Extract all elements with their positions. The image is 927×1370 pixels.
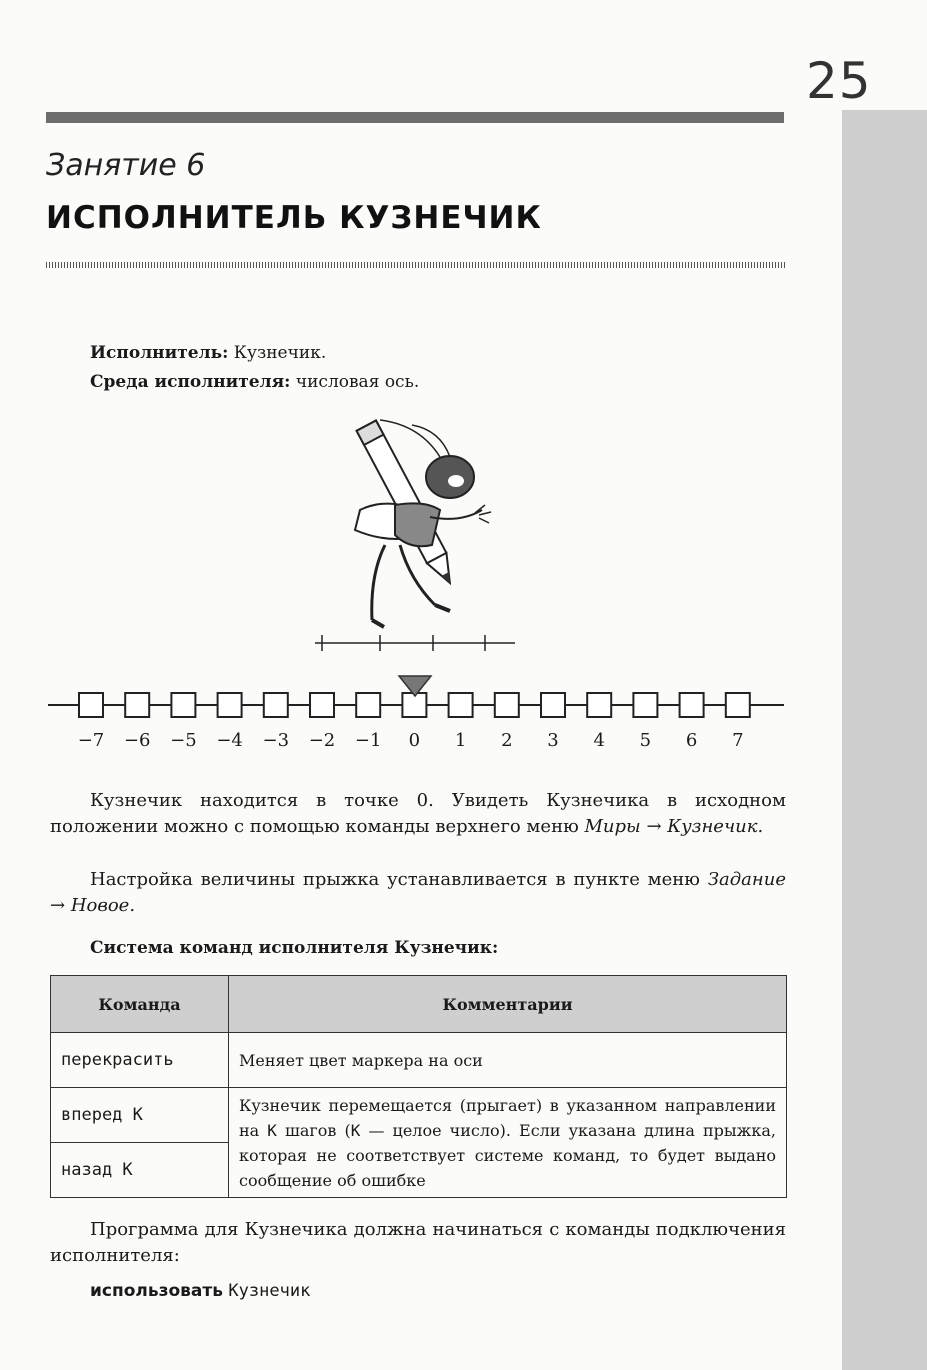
page-title: ИСПОЛНИТЕЛЬ КУЗНЕЧИК <box>46 200 542 236</box>
comment-cell <box>229 1088 787 1198</box>
param-k: К <box>267 1120 277 1140</box>
menu-arrow: → <box>50 895 66 916</box>
menu-worlds: Миры <box>584 816 641 837</box>
header-command: Команда <box>51 976 229 1033</box>
menu-arrow: → <box>646 816 662 837</box>
number-cell <box>310 693 334 717</box>
number-label: −6 <box>123 730 151 751</box>
command-cell: перекрасить <box>51 1033 229 1088</box>
number-cell <box>587 693 611 717</box>
header-comment: Комментарии <box>229 976 787 1033</box>
number-label: −1 <box>354 730 382 751</box>
code-line <box>90 1281 310 1301</box>
number-cell <box>264 693 288 717</box>
executor-label: Исполнитель: <box>90 343 229 363</box>
number-cell <box>218 693 242 717</box>
number-cell <box>356 693 380 717</box>
keyword-use: использовать <box>90 1281 224 1301</box>
comment-text: шагов ( <box>276 1120 351 1140</box>
number-label: 7 <box>732 730 744 751</box>
number-label: −5 <box>170 730 197 751</box>
executor-name: Кузнечик <box>228 1281 311 1301</box>
environment-line <box>90 372 419 392</box>
comment-text: — целое число). Если указана длина прыжка, которая не соответствует системе команд, то будет выдано сообщение об ошибке <box>239 1120 776 1190</box>
paragraph-jump-setting <box>50 867 786 919</box>
number-label: −7 <box>77 730 105 751</box>
number-label: 6 <box>685 730 698 751</box>
table-row <box>51 1033 787 1088</box>
number-label: 3 <box>547 730 559 751</box>
number-line <box>40 672 800 762</box>
param-k: К <box>350 1120 361 1140</box>
environment-label: Среда исполнителя: <box>90 372 291 392</box>
number-label: −2 <box>308 730 336 751</box>
executor-line <box>90 343 326 363</box>
commands-table <box>50 975 787 1198</box>
para2-text: Настройка величины прыжка устанавливается в пункте меню <box>90 869 700 890</box>
menu-task: Задание <box>707 869 786 890</box>
command-cell: назад К <box>51 1143 229 1198</box>
number-label: 0 <box>408 730 421 751</box>
paragraph-program-start <box>50 1217 786 1269</box>
table-header-row <box>51 976 787 1033</box>
executor-value: Кузнечик. <box>233 343 327 363</box>
number-label: −3 <box>262 730 290 751</box>
para3-text: Программа для Кузнечика должна начинаться с команды подключения исполнителя: <box>50 1219 786 1266</box>
number-cell <box>79 693 103 717</box>
para1-text: Кузнечик находится в точке 0. Увидеть Кузнечика в исходном положении можно с помощью команды верхнего меню <box>50 790 786 837</box>
number-cell <box>125 693 149 717</box>
page-edge-strip <box>842 110 927 1370</box>
number-label: 1 <box>454 730 467 751</box>
grasshopper-illustration <box>300 405 540 670</box>
number-label: 4 <box>593 730 605 751</box>
number-cell <box>449 693 473 717</box>
number-label: 2 <box>501 730 513 751</box>
number-cell <box>402 693 426 717</box>
number-cell <box>726 693 750 717</box>
number-cell <box>495 693 519 717</box>
menu-grasshopper: Кузнечик. <box>667 816 764 837</box>
number-cell <box>633 693 657 717</box>
number-cell <box>680 693 704 717</box>
number-cell <box>171 693 195 717</box>
comment-cell: Меняет цвет маркера на оси <box>229 1033 787 1088</box>
menu-new: Новое. <box>70 895 136 916</box>
commands-heading: Система команд исполнителя Кузнечик: <box>90 938 499 958</box>
number-cell <box>541 693 565 717</box>
number-label: −4 <box>216 730 243 751</box>
header-bar <box>46 112 784 123</box>
command-cell: вперед К <box>51 1088 229 1143</box>
table-row <box>51 1088 787 1143</box>
lesson-label: Занятие 6 <box>46 148 206 183</box>
page-number: 25 <box>806 52 872 110</box>
number-label: 5 <box>639 730 652 751</box>
paragraph-start-position <box>50 788 786 840</box>
title-divider <box>46 262 785 268</box>
environment-value: числовая ось. <box>295 372 420 392</box>
comment-text: Кузнечик перемещается (прыгает) в указанном направлении на <box>239 1095 776 1140</box>
